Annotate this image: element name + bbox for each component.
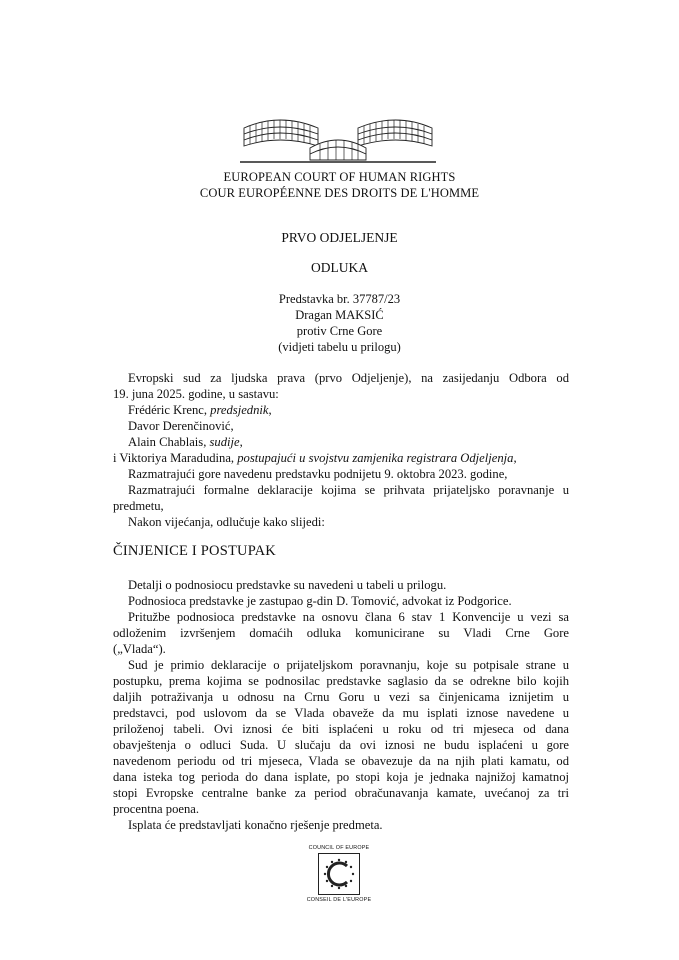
registrar-name: i Viktoriya Maradudina, xyxy=(113,451,238,465)
intro-line-1: Evropski sud za ljudska prava (prvo Odjeljenje), na zasijedanju Odbora od xyxy=(128,371,569,385)
facts-heading: ČINJENICE I POSTUPAK xyxy=(113,543,276,559)
coe-bottom-text: CONSEIL DE L'EUROPE xyxy=(306,897,372,903)
facts-p4-line: stopi Evropske centralne banke za period obračunavanja kamate, uvećanoj za tri xyxy=(113,786,569,800)
applicant-name: Dragan MAKSIĆ xyxy=(295,308,384,322)
court-name-en: EUROPEAN COURT OF HUMAN RIGHTS xyxy=(223,170,456,184)
facts-p4-line: navedenom periodu od tri mjeseca, Vlada se obavezuje da na njih plati kamatu, od xyxy=(113,754,569,768)
section-title: PRVO ODJELJENJE xyxy=(281,230,398,245)
judge-line xyxy=(128,418,234,434)
document-type: ODLUKA xyxy=(311,260,368,275)
facts-p4-line: daljih potraživanja u odnosu na Crnu Goru u vezi sa činjenicama iznijetim u xyxy=(113,690,569,704)
judge-role-suffix: , xyxy=(239,435,243,449)
facts-p4-line: priloženoj tabeli. Ovi iznosi će biti isplaćeni u roku od tri mjeseca od dana xyxy=(113,722,569,736)
deliberation-line: Nakon vijećanja, odlučuje kako slijedi: xyxy=(128,515,325,529)
intro-line-2: 19. juna 2025. godine, u sastavu: xyxy=(113,387,279,401)
respondent-state: protiv Crne Gore xyxy=(296,324,383,338)
coe-top-text: COUNCIL OF EUROPE xyxy=(308,845,370,851)
judge-role: predsjednik xyxy=(210,403,269,417)
judge-name: Alain Chablais, xyxy=(128,435,210,449)
council-of-europe-logo xyxy=(304,845,374,903)
facts-p4-line: Sud je primio deklaracije o prijateljskom poravnanju, koje su potpisale strane u xyxy=(128,658,569,672)
facts-p3-line: odloženim izvršenjem domaćih odluka komunicirane su Vladi Crne Gore xyxy=(113,626,569,640)
judge-name: Davor Derenčinović, xyxy=(128,419,234,433)
annex-note: (vidjeti tabelu u prilogu) xyxy=(278,340,401,354)
council-of-europe-icon xyxy=(318,853,360,895)
judge-line xyxy=(128,434,243,450)
facts-p4-line: postupku, prema kojima se podnosilac predstavke saglasio da se odrekne bilo kojih xyxy=(113,674,569,688)
application-number: Predstavka br. 37787/23 xyxy=(278,292,401,306)
judge-role: sudije xyxy=(209,435,240,449)
facts-p4-line: obavještenja o odluci Suda. U slučaju da ovi iznosi ne budu isplaćeni u gore xyxy=(113,738,569,752)
judge-name: Frédéric Krenc, xyxy=(128,403,211,417)
facts-paragraph-2: Podnosioca predstavke je zastupao g-din D. Tomović, advokat iz Podgorice. xyxy=(128,594,512,608)
registrar-line xyxy=(113,450,517,466)
judge-role-suffix: , xyxy=(268,403,272,417)
facts-p4-line: procentna poena. xyxy=(113,802,200,816)
facts-p3-line: Pritužbe podnosioca predstavke na osnovu člana 6 stav 1 Konvencije u vezi sa xyxy=(128,610,569,624)
judge-line xyxy=(128,402,272,418)
registrar-role: postupajući u svojstvu zamjenika registrara Odjeljenja, xyxy=(237,451,517,465)
court-name-fr: COUR EUROPÉENNE DES DROITS DE L'HOMME xyxy=(199,186,480,200)
facts-p3-line: („Vlada“). xyxy=(113,642,166,656)
considering-application: Razmatrajući gore navedenu predstavku podnijetu 9. oktobra 2023. godine, xyxy=(128,467,508,481)
considering-declarations-line-1: Razmatrajući formalne deklaracije kojima se prihvata prijateljsko poravnanje u xyxy=(128,483,569,497)
facts-paragraph-1: Detalji o podnosiocu predstavke su navedeni u tabeli u prilogu. xyxy=(128,578,447,592)
considering-declarations-line-2: predmetu, xyxy=(113,499,164,513)
facts-p4-line: predstavci, pod uslovom da se Vlada obaveže da mu isplati iznose navedene u xyxy=(113,706,569,720)
facts-paragraph-5: Isplata će predstavljati konačno rješenje predmeta. xyxy=(128,818,383,832)
court-building-icon xyxy=(240,98,436,164)
facts-p4-line: dana isteka tog perioda do dana isplate, po stopi koja je jednaka najnižoj kamatnoj xyxy=(113,770,569,784)
